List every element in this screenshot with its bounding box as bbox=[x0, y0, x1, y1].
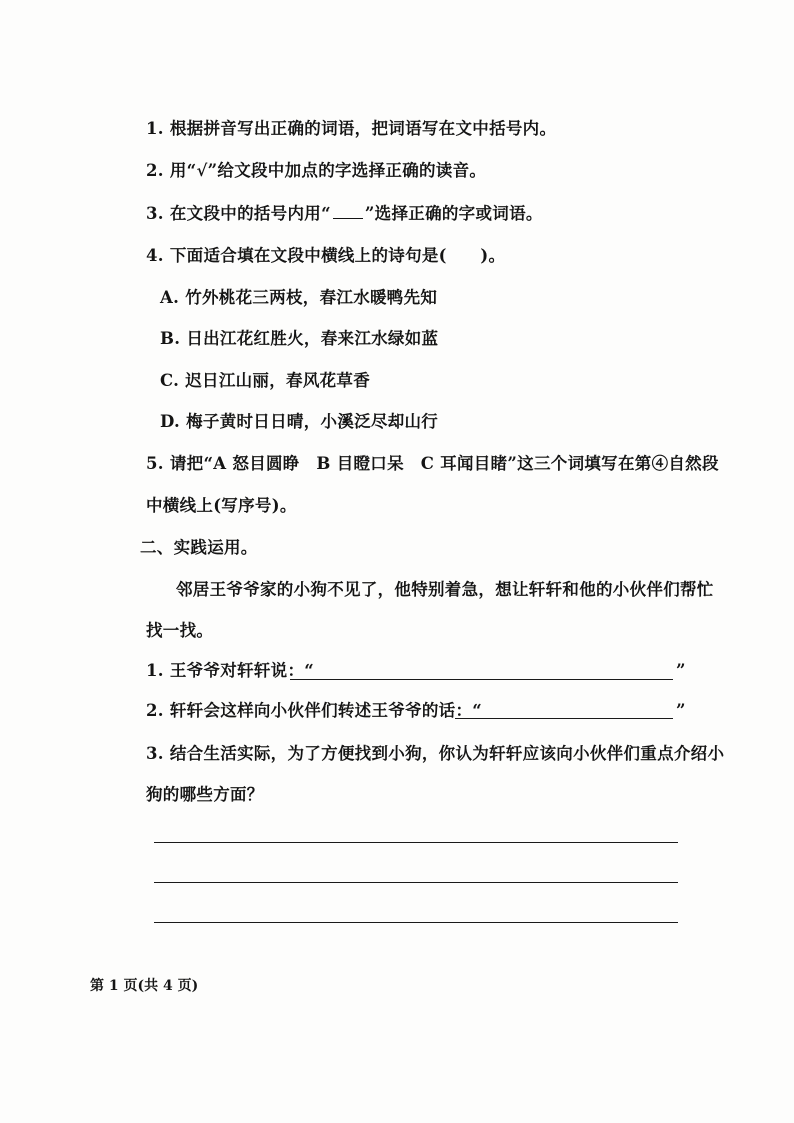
section-2-question-1-close-quote: ” bbox=[676, 661, 686, 680]
answer-line-q1[interactable] bbox=[290, 679, 673, 680]
question-5-line-2: 中横线上(写序号)。 bbox=[146, 496, 297, 515]
section-2-heading: 二、实践运用。 bbox=[140, 538, 258, 557]
question-2: 2. 用“√”给文段中加点的字选择正确的读音。 bbox=[146, 161, 487, 180]
question-3-text-before: 3. 在文段中的括号内用“ bbox=[146, 204, 331, 223]
section-2-question-2-close-quote: ” bbox=[676, 701, 686, 720]
page-number: 第 1 页(共 4 页) bbox=[90, 978, 199, 994]
question-4-option-b: B. 日出江花红胜火，春来江水绿如蓝 bbox=[160, 329, 439, 348]
section-2-question-2: 2. 轩轩会这样向小伙伴们转述王爷爷的话：“ bbox=[146, 701, 483, 720]
question-4-option-c: C. 迟日江山丽，春风花草香 bbox=[160, 371, 371, 390]
section-2-question-3-line-1: 3. 结合生活实际，为了方便找到小狗，你认为轩轩应该向小伙伴们重点介绍小 bbox=[146, 744, 725, 763]
answer-line-q3-3[interactable] bbox=[154, 922, 678, 923]
section-2-question-3-line-2: 狗的哪些方面？ bbox=[146, 785, 264, 804]
question-3 bbox=[146, 203, 543, 225]
answer-line-q3-1[interactable] bbox=[154, 842, 678, 843]
underline-blank bbox=[333, 204, 363, 219]
question-4-option-d: D. 梅子黄时日日晴，小溪泛尽却山行 bbox=[160, 412, 439, 431]
section-2-intro-line-2: 找一找。 bbox=[146, 621, 214, 640]
answer-line-q3-2[interactable] bbox=[154, 882, 678, 883]
question-4: 4. 下面适合填在文段中横线上的诗句是( )。 bbox=[146, 246, 506, 265]
question-4-option-a: A. 竹外桃花三两枝，春江水暖鸭先知 bbox=[160, 288, 438, 307]
question-3-text-after: ”选择正确的字或词语。 bbox=[364, 204, 543, 223]
answer-line-q2[interactable] bbox=[455, 718, 673, 719]
question-1: 1. 根据拼音写出正确的词语，把词语写在文中括号内。 bbox=[146, 119, 557, 138]
question-5-line-1: 5. 请把“A 怒目圆睁 B 目瞪口呆 C 耳闻目睹”这三个词填写在第④自然段 bbox=[146, 454, 719, 473]
section-2-question-1: 1. 王爷爷对轩轩说：“ bbox=[146, 661, 315, 680]
section-2-intro-line-1: 邻居王爷爷家的小狗不见了，他特别着急，想让轩轩和他的小伙伴们帮忙 bbox=[176, 580, 714, 599]
